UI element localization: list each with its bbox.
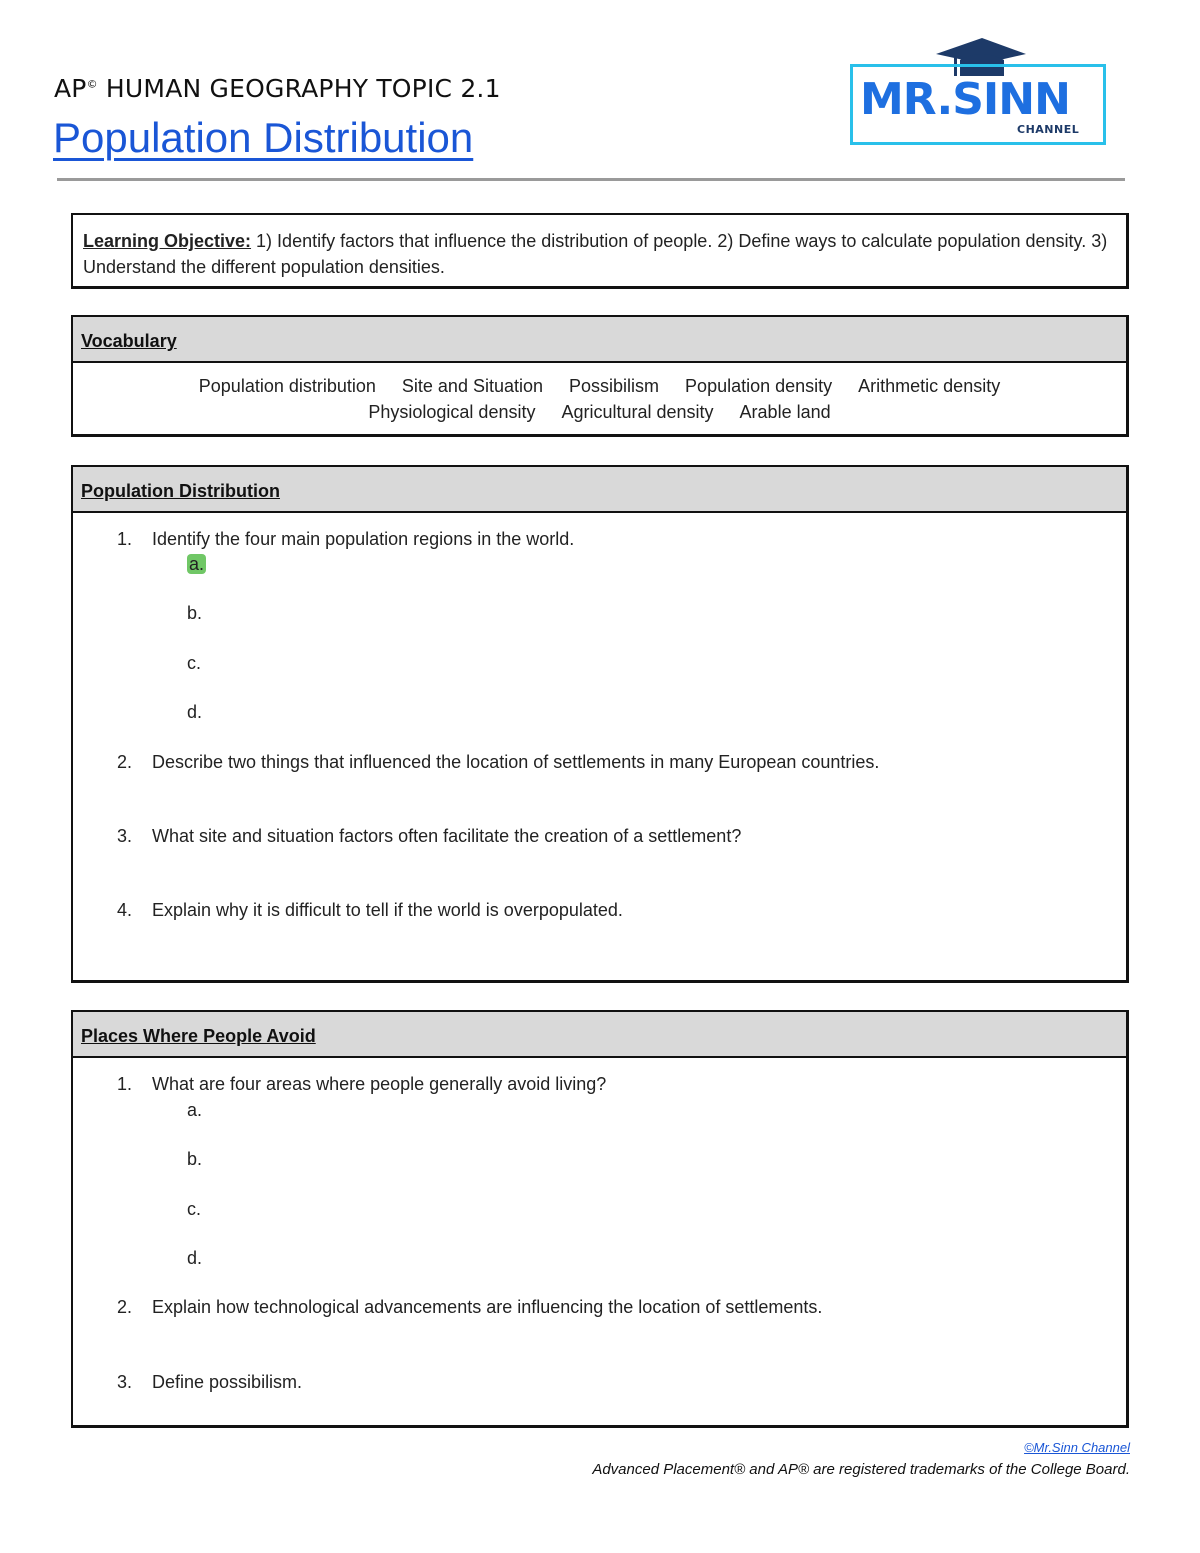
- answer-d[interactable]: d.: [187, 1248, 203, 1268]
- vocab-term: Population density: [685, 376, 833, 396]
- question-number: 1.: [117, 1074, 133, 1094]
- answer-c[interactable]: c.: [187, 1199, 202, 1219]
- question-1: [117, 529, 574, 550]
- vocabulary-box: [71, 315, 1129, 437]
- topic-prefix: AP: [54, 74, 87, 103]
- vocab-term: Possibilism: [569, 376, 660, 396]
- logo-text: MR.SINN: [860, 74, 1070, 125]
- answer-a[interactable]: [187, 554, 206, 575]
- question-number: 3.: [117, 826, 133, 846]
- question-3: [117, 826, 741, 847]
- vocab-term: Population distribution: [198, 376, 376, 396]
- question-text: Identify the four main population regions in the world.: [152, 529, 575, 549]
- section-title: Places Where People Avoid: [73, 1012, 1126, 1058]
- question-number: 2.: [117, 1297, 133, 1317]
- question-text: Explain how technological advancements are influencing the location of settlements.: [152, 1297, 823, 1317]
- question-2: [117, 1297, 822, 1318]
- question-number: 1.: [117, 529, 133, 549]
- question-text: What site and situation factors often facilitate the creation of a settlement?: [152, 826, 742, 846]
- vocab-term: Arithmetic density: [858, 376, 1001, 396]
- channel-link[interactable]: ©Mr.Sinn Channel: [1024, 1440, 1130, 1455]
- population-distribution-box: [71, 465, 1129, 983]
- answer-b[interactable]: b.: [187, 1149, 203, 1169]
- question-number: 3.: [117, 1372, 133, 1392]
- section-title: Population Distribution: [73, 467, 1126, 513]
- question-text: Explain why it is difficult to tell if the world is overpopulated.: [152, 900, 623, 920]
- page-title[interactable]: Population Distribution: [53, 114, 474, 161]
- header-divider: [57, 178, 1125, 181]
- learning-objective-box: [71, 213, 1129, 289]
- answer-d[interactable]: d.: [187, 702, 203, 722]
- answer-a[interactable]: a.: [187, 1100, 203, 1120]
- logo-subtext: CHANNEL: [1017, 123, 1080, 136]
- learning-objective-text: 1) Identify factors that influence the distribution of people. 2) Define ways to calculate population density. 3) Understand the different population densities.: [83, 231, 1108, 277]
- question-text: Describe two things that influenced the location of settlements in many European countries.: [152, 752, 880, 772]
- vocab-term: Arable land: [739, 402, 831, 422]
- question-1: [117, 1074, 606, 1095]
- learning-objective: [73, 215, 1126, 293]
- mr-sinn-logo: [850, 36, 1106, 144]
- question-2: [117, 752, 879, 773]
- vocab-term: Agricultural density: [561, 402, 714, 422]
- answer-c[interactable]: c.: [187, 653, 202, 673]
- vocab-term: Physiological density: [368, 402, 536, 422]
- vocabulary-title: Vocabulary: [73, 317, 1126, 363]
- question-number: 2.: [117, 752, 133, 772]
- answer-b[interactable]: b.: [187, 603, 203, 623]
- vocab-term: Site and Situation: [401, 376, 544, 396]
- question-4: [117, 900, 623, 921]
- vocabulary-terms: [73, 363, 1126, 435]
- highlighted-answer-label: a.: [189, 554, 205, 574]
- topic-heading: [54, 74, 501, 103]
- question-number: 4.: [117, 900, 133, 920]
- question-3: [117, 1372, 302, 1393]
- question-text: Define possibilism.: [152, 1372, 303, 1392]
- trademark-note: Advanced Placement® and AP® are registered trademarks of the College Board.: [592, 1461, 1130, 1478]
- places-avoid-box: [71, 1010, 1129, 1428]
- copyright-mark: ©: [86, 77, 98, 91]
- topic-rest: HUMAN GEOGRAPHY TOPIC 2.1: [97, 74, 501, 103]
- question-text: What are four areas where people generally avoid living?: [152, 1074, 607, 1094]
- learning-objective-label: Learning Objective:: [83, 231, 252, 251]
